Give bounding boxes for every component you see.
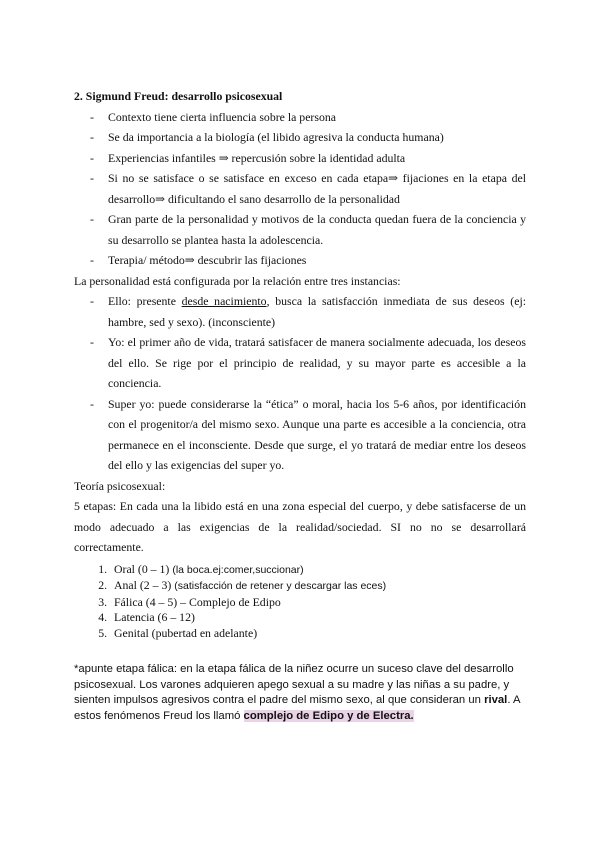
- stage-item: [110, 626, 526, 642]
- stages-list: [74, 562, 526, 642]
- phallic-stage-note: [74, 662, 526, 724]
- note-text-2: . A estos fenómenos Freud los llamó: [74, 694, 520, 722]
- stage-item: [110, 610, 526, 626]
- stage-name: Genital (pubertad en adelante): [114, 625, 258, 640]
- freud-bullets: [74, 107, 526, 271]
- personality-intro: La personalidad está configurada por la relación entre tres instancias:: [74, 273, 401, 288]
- list-item: - Se da importancia a la biología (el libido agresiva la conducta humana): [74, 127, 526, 148]
- instance-superyo: - Super yo: puede considerarse la “ética” o moral, hacia los 5-6 años, por identificación con el progenitor/a del mismo sexo. Aunque una parte es accesible a la conciencia, otra permanece en el inconsciente. Desde que surge, el yo tratará de mediar entre los deseos del ello y las exigencias del super yo.: [74, 394, 526, 476]
- stage-item: [110, 578, 526, 595]
- ello-prefix: Ello: presente: [108, 294, 182, 308]
- note-highlight: complejo de Edipo y de Electra.: [243, 709, 414, 722]
- document-page: [74, 86, 526, 724]
- stage-name: Oral (0 – 1): [114, 561, 170, 576]
- stage-item: [110, 562, 526, 579]
- section-heading: 2. Sigmund Freud: desarrollo psicosexual: [74, 89, 283, 103]
- stage-note: (satisfacción de retener y descargar las eces): [174, 580, 387, 592]
- note-bold-rival: rival: [484, 694, 508, 706]
- list-item: - Gran parte de la personalidad y motivos de la conducta quedan fuera de la conciencia y su desarrollo se plantea hasta la adolescencia.: [74, 209, 526, 250]
- list-item: - Contexto tiene cierta influencia sobre la persona: [74, 107, 526, 128]
- stage-name: Fálica (4 – 5) – Complejo de Edipo: [114, 594, 281, 609]
- instances-list: [74, 291, 526, 476]
- list-item: - Si no se satisface o se satisface en exceso en cada etapa⇒ fijaciones en la etapa del desarrollo⇒ dificultando el sano desarrollo de la personalidad: [74, 168, 526, 209]
- theory-title: Teoría psicosexual:: [74, 478, 166, 493]
- list-item: - Experiencias infantiles ⇒ repercusión sobre la identidad adulta: [74, 148, 526, 169]
- stage-note: (la boca.ej:comer,succionar): [172, 563, 304, 576]
- instance-ello: [74, 291, 526, 332]
- stage-item: [110, 595, 526, 611]
- ello-rest: , busca la satisfacción inmediata de sus deseos (ej: hambre, sed y sexo). (inconsciente): [108, 294, 527, 329]
- stage-name: Anal (2 – 3): [114, 578, 172, 592]
- stage-name: Latencia (6 – 12): [114, 610, 195, 624]
- list-item: - Terapia/ método⇒ descubrir las fijaciones: [74, 250, 526, 271]
- note-text-1: *apunte etapa fálica: en la etapa fálica de la niñez ocurre un suceso clave del desarrollo psicosexual. Los varones adquieren apego sexual a su madre y las niñas a su padre, y sienten impulsos agresivos contra el padre del mismo sexo, al que consideran un: [74, 663, 514, 706]
- instance-yo: - Yo: el primer año de vida, tratará satisfacer de manera socialmente adecuada, los deseos del ello. Se rige por el principio de realidad, y su mayor parte es accesible a la conciencia.: [74, 332, 526, 394]
- stages-intro: 5 etapas: En cada una la libido está en una zona especial del cuerpo, y debe satisfacerse de un modo adecuado a las exigencias de la realidad/sociedad. SI no no se desarrollará correctamente.: [74, 499, 526, 554]
- ello-underlined: desde nacimiento: [181, 294, 267, 308]
